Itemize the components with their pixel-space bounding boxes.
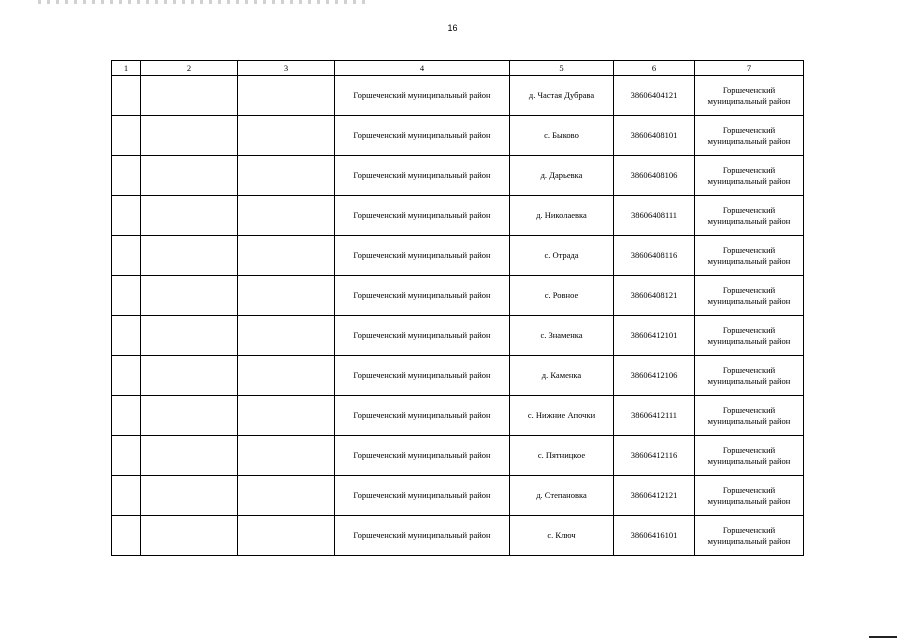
page-number: 16 [447,23,458,33]
municipality-line-1: Горшеченский [722,404,776,415]
settlement-cell: с. Отрада [510,236,614,276]
table-row [112,156,804,196]
empty-cell [141,396,238,436]
table-row [112,316,804,356]
oktmo-code-cell: 38606416101 [614,516,695,556]
empty-cell [238,196,335,236]
oktmo-code-cell: 38606412116 [614,436,695,476]
district-cell: Горшеченский муниципальный район [335,116,510,156]
oktmo-code-cell: 38606412106 [614,356,695,396]
table-row [112,436,804,476]
table-body [112,76,804,556]
settlement-cell: д. Дарьевка [510,156,614,196]
empty-cell [141,516,238,556]
municipality-cell [695,156,804,196]
empty-cell [238,316,335,356]
settlement-cell: с. Быково [510,116,614,156]
municipality-cell [695,76,804,116]
municipality-line-2: муниципальный район [707,215,791,226]
table-row [112,516,804,556]
settlement-cell: д. Частая Дубрава [510,76,614,116]
municipality-line-2: муниципальный район [707,335,791,346]
empty-cell [141,76,238,116]
municipality-line-2: муниципальный район [707,495,791,506]
district-cell: Горшеченский муниципальный район [335,196,510,236]
municipality-cell [695,396,804,436]
empty-cell [141,116,238,156]
settlement-cell: с. Ключ [510,516,614,556]
empty-cell [238,476,335,516]
column-header: 7 [695,61,804,76]
district-cell: Горшеченский муниципальный район [335,76,510,116]
column-header: 1 [112,61,141,76]
oktmo-code-cell: 38606412121 [614,476,695,516]
oktmo-code-cell: 38606408121 [614,276,695,316]
table-row [112,196,804,236]
municipality-line-2: муниципальный район [707,375,791,386]
municipality-line-1: Горшеченский [722,364,776,375]
district-cell: Горшеченский муниципальный район [335,316,510,356]
municipality-cell [695,356,804,396]
empty-cell [141,236,238,276]
table-row [112,236,804,276]
empty-cell [238,156,335,196]
settlement-cell: д. Степановка [510,476,614,516]
empty-cell [141,436,238,476]
municipality-cell [695,316,804,356]
oktmo-code-cell: 38606412111 [614,396,695,436]
oktmo-code-cell: 38606408101 [614,116,695,156]
municipality-cell [695,436,804,476]
oktmo-code-cell: 38606408106 [614,156,695,196]
empty-cell [112,276,141,316]
table-row [112,76,804,116]
settlement-cell: с. Ровное [510,276,614,316]
municipality-line-2: муниципальный район [707,95,791,106]
oktmo-code-cell: 38606408111 [614,196,695,236]
district-cell: Горшеченский муниципальный район [335,276,510,316]
empty-cell [238,236,335,276]
table-row [112,356,804,396]
empty-cell [112,76,141,116]
settlement-cell: с. Знаменка [510,316,614,356]
municipality-line-2: муниципальный район [707,175,791,186]
district-cell: Горшеченский муниципальный район [335,356,510,396]
municipality-line-1: Горшеченский [722,124,776,135]
district-cell: Горшеченский муниципальный район [335,476,510,516]
municipality-line-1: Горшеченский [722,284,776,295]
empty-cell [141,316,238,356]
district-cell: Горшеченский муниципальный район [335,396,510,436]
settlement-cell: с. Пятницкое [510,436,614,476]
municipality-line-2: муниципальный район [707,255,791,266]
corner-scan-mark [869,636,897,638]
municipality-cell [695,236,804,276]
district-cell: Горшеченский муниципальный район [335,516,510,556]
empty-cell [141,476,238,516]
municipality-line-1: Горшеченский [722,484,776,495]
municipality-cell [695,516,804,556]
table-row [112,396,804,436]
empty-cell [238,276,335,316]
empty-cell [238,76,335,116]
empty-cell [112,116,141,156]
municipality-cell [695,116,804,156]
municipality-line-1: Горшеченский [722,244,776,255]
table-header-row [112,61,804,76]
municipality-line-2: муниципальный район [707,415,791,426]
empty-cell [141,196,238,236]
municipality-line-1: Горшеченский [722,84,776,95]
column-header: 6 [614,61,695,76]
empty-cell [112,476,141,516]
district-cell: Горшеченский муниципальный район [335,236,510,276]
municipality-cell [695,196,804,236]
empty-cell [112,396,141,436]
empty-cell [112,516,141,556]
district-cell: Горшеченский муниципальный район [335,436,510,476]
empty-cell [112,196,141,236]
municipality-line-1: Горшеченский [722,444,776,455]
empty-cell [141,276,238,316]
settlement-cell: д. Каменка [510,356,614,396]
municipality-cell [695,476,804,516]
municipality-cell [695,276,804,316]
municipality-line-2: муниципальный район [707,135,791,146]
settlement-cell: с. Нижние Апочки [510,396,614,436]
empty-cell [238,436,335,476]
oktmo-code-cell: 38606412101 [614,316,695,356]
settlement-cell: д. Николаевка [510,196,614,236]
oktmo-code-cell: 38606404121 [614,76,695,116]
municipality-line-2: муниципальный район [707,535,791,546]
column-header: 3 [238,61,335,76]
oktmo-code-cell: 38606408116 [614,236,695,276]
district-cell: Горшеченский муниципальный район [335,156,510,196]
document-table [111,60,804,556]
table-row [112,116,804,156]
column-header: 4 [335,61,510,76]
empty-cell [238,516,335,556]
empty-cell [141,156,238,196]
municipality-line-1: Горшеченский [722,324,776,335]
empty-cell [112,436,141,476]
municipality-line-1: Горшеченский [722,164,776,175]
empty-cell [238,396,335,436]
empty-cell [112,156,141,196]
column-header: 5 [510,61,614,76]
empty-cell [238,356,335,396]
municipality-line-1: Горшеченский [722,524,776,535]
empty-cell [112,236,141,276]
table-row [112,476,804,516]
table-row [112,276,804,316]
scan-artifact-top [38,0,368,4]
empty-cell [238,116,335,156]
empty-cell [141,356,238,396]
municipality-line-2: муниципальный район [707,295,791,306]
municipality-line-2: муниципальный район [707,455,791,466]
empty-cell [112,356,141,396]
column-header: 2 [141,61,238,76]
empty-cell [112,316,141,356]
municipality-line-1: Горшеченский [722,204,776,215]
